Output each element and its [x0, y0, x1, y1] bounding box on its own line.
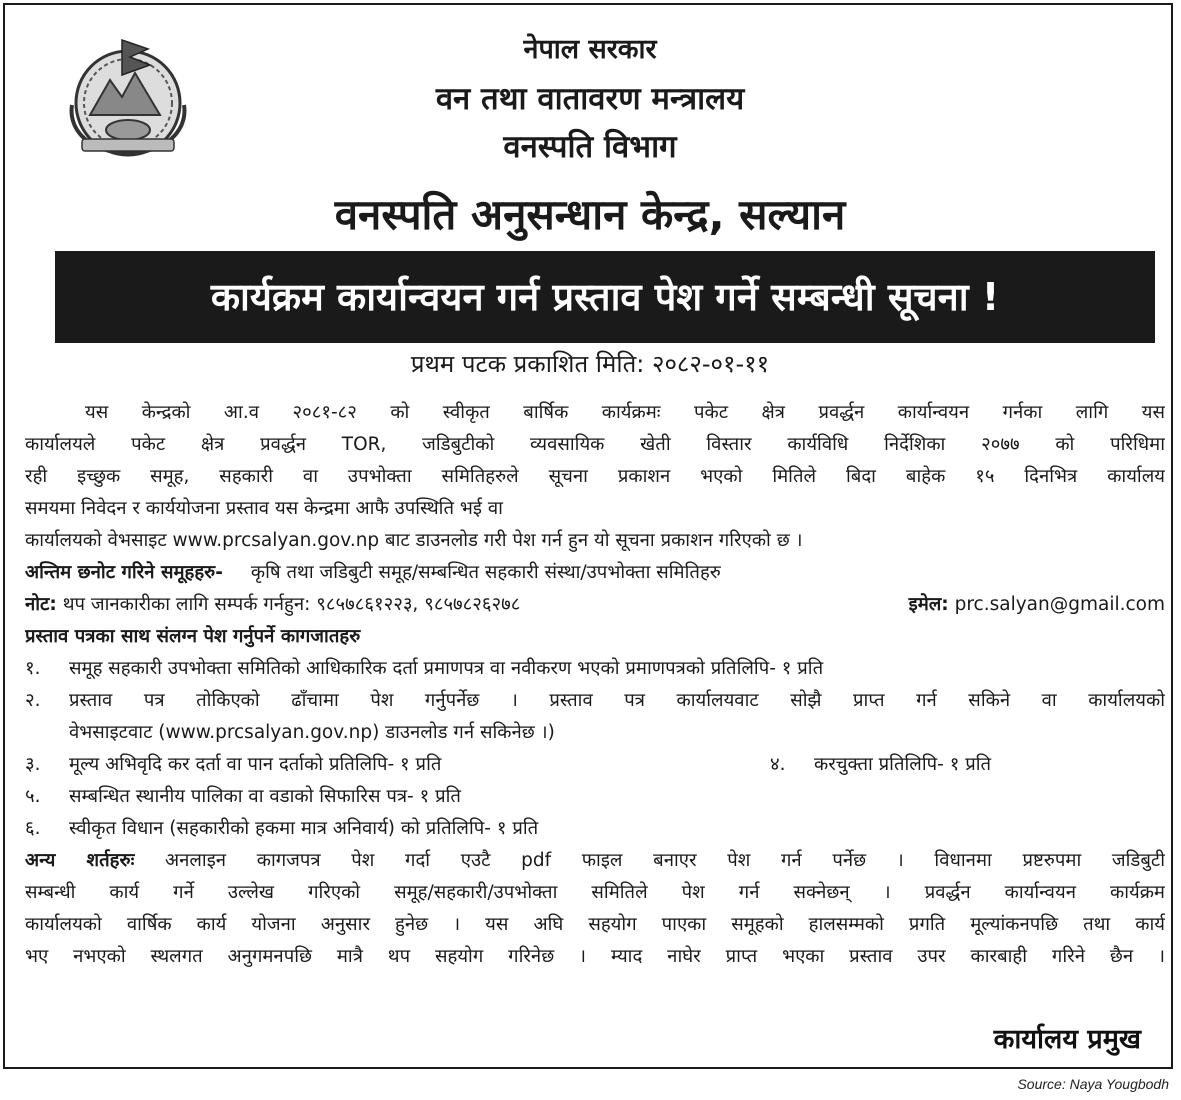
document-number: २. [25, 690, 41, 711]
note-label: नोट: [25, 594, 57, 615]
intro-line-5: कार्यालयको वेभसाइट www.prcsalyan.gov.np बाट डाउनलोड गरी पेश गर्न हुन यो सूचना प्रकाशन गरिएको छ । [25, 530, 803, 551]
groups-row [25, 557, 1165, 589]
document-number: ३. [25, 754, 41, 775]
document-text: सम्बन्धित स्थानीय पालिका वा वडाको सिफारिस पत्र- १ प्रति [69, 786, 461, 807]
document-number: १. [25, 658, 41, 679]
document-item-2-continued: वेभसाइटवाट (www.prcsalyan.gov.np) डाउनलोड गर्न सकिनेछ ।) [69, 722, 555, 743]
intro-line-4: समयमा निवेदन र कार्ययोजना प्रस्ताव यस केन्द्रमा आफै उपस्थिति भई वा [25, 498, 503, 519]
intro-line-3: रही इच्छुक समूह, सहकारी वा उपभोक्ता समितिहरुले सूचना प्रकाशन भएको मितिले बिदा बाहेक १५ दिनभित्र कार्यालय [25, 466, 1165, 487]
document-items-3-4 [25, 749, 1165, 781]
other-conditions-line-4: भए नभएको स्थलगत अनुगमनपछि मात्रै थप सहयोग गरिनेछ । म्याद नाघेर प्राप्त भएका प्रस्ताव उपर कारबाही गरिने छैन । [25, 946, 1165, 967]
other-conditions-line-3: कार्यालयको वार्षिक कार्य योजना अनुसार हुनेछ । यस अघि सहयोग पाएका समूहको हालसम्मको प्रगति मूल्यांकनपछि तथा कार्य [25, 914, 1165, 935]
intro-line-1: यस केन्द्रको आ.व २०८१-८२ को स्वीकृत बार्षिक कार्यक्रमः पकेट क्षेत्र प्रवर्द्धन कार्यान्वयन गर्नका लागि यस [85, 402, 1165, 423]
document-number: ४. [770, 754, 786, 775]
document-item-4 [770, 749, 991, 781]
other-conditions-label: अन्य शर्तहरुः [25, 850, 135, 871]
groups-label: अन्तिम छनोट गरिने समूहहरु- [25, 562, 223, 583]
email-label: इमेल: [908, 594, 949, 615]
email-address: prc.salyan@gmail.com [954, 594, 1165, 615]
document-text: स्वीकृत विधान (सहकारीको हकमा मात्र अनिवार्य) को प्रतिलिपि- १ प्रति [69, 818, 539, 839]
other-conditions-text: अनलाइन कागजपत्र पेश गर्दा एउटै pdf फाइल बनाएर पेश गर्न पर्नेछ । विधानमा प्रष्टरुपमा जडिबुटी [164, 850, 1165, 871]
department-heading: वनस्पति विभाग [503, 129, 677, 165]
centre-heading: वनस्पति अनुसन्धान केन्द्र, सल्यान [334, 190, 846, 239]
document-number: ६. [25, 818, 41, 839]
government-heading: नेपाल सरकार [523, 34, 657, 65]
note-contact-text: थप जानकारीका लागि सम्पर्क गर्नहुन: ९८५७८६१२२३, ९८५७८२६२७८ [62, 594, 521, 615]
document-text: समूह सहकारी उपभोक्ता समितिको आधिकारिक दर्ता प्रमाणपत्र वा नवीकरण भएको प्रमाणपत्रको प्रतिलिपि- १ प्रति [69, 658, 824, 679]
documents-heading: प्रस्ताव पत्रका साथ संलग्न पेश गर्नुपर्ने कागजातहरु [25, 626, 361, 647]
document-number: ५. [25, 786, 41, 807]
other-conditions-line-2: सम्बन्धी कार्य गर्ने उल्लेख गरिएको समूह/सहकारी/उपभोक्ता समितिले पेश गर्न सक्नेछन् । प्रवर्द्धन कार्यान्वयन कार्यक्रम [25, 882, 1165, 903]
document-item-1 [25, 653, 1165, 685]
document-text: प्रस्ताव पत्र तोकिएको ढाँचामा पेश गर्नुपर्नेछ । प्रस्ताव पत्र कार्यालयवाट सोझै प्राप्त गर्न सकिने वा कार्यालयको [69, 690, 1165, 711]
document-item-2 [25, 685, 1165, 717]
notice-frame [3, 3, 1173, 1069]
office-chief-signature: कार्यालय प्रमुख [993, 1024, 1141, 1055]
document-item-5 [25, 781, 1165, 813]
document-item-6 [25, 813, 1165, 845]
document-text: करचुक्ता प्रतिलिपि- १ प्रति [814, 754, 992, 775]
groups-value: कृषि तथा जडिबुटी समूह/सम्बन्धित सहकारी संस्था/उपभोक्ता समितिहरु [250, 562, 721, 583]
publish-date: प्रथम पटक प्रकाशित मिति: २०८२-०१-११ [410, 350, 770, 378]
notice-title-banner: कार्यक्रम कार्यान्वयन गर्न प्रस्ताव पेश गर्ने सम्बन्धी सूचना ! [55, 251, 1155, 343]
notice-body [25, 397, 1165, 973]
document-text: मूल्य अभिवृदि कर दर्ता वा पान दर्ताको प्रतिलिपि- १ प्रति [69, 754, 442, 775]
source-credit: Source: Naya Yougbodh [1017, 1076, 1169, 1092]
ministry-heading: वन तथा वातावरण मन्त्रालय [435, 81, 745, 117]
intro-line-2: कार्यालयले पकेट क्षेत्र प्रवर्द्धन TOR, जडिबुटीको व्यवसायिक खेती विस्तार कार्यविधि निर्देशिका २०७७ को परिधिमा [25, 434, 1165, 455]
note-row [25, 589, 1165, 621]
other-conditions-line-1 [25, 845, 1165, 877]
